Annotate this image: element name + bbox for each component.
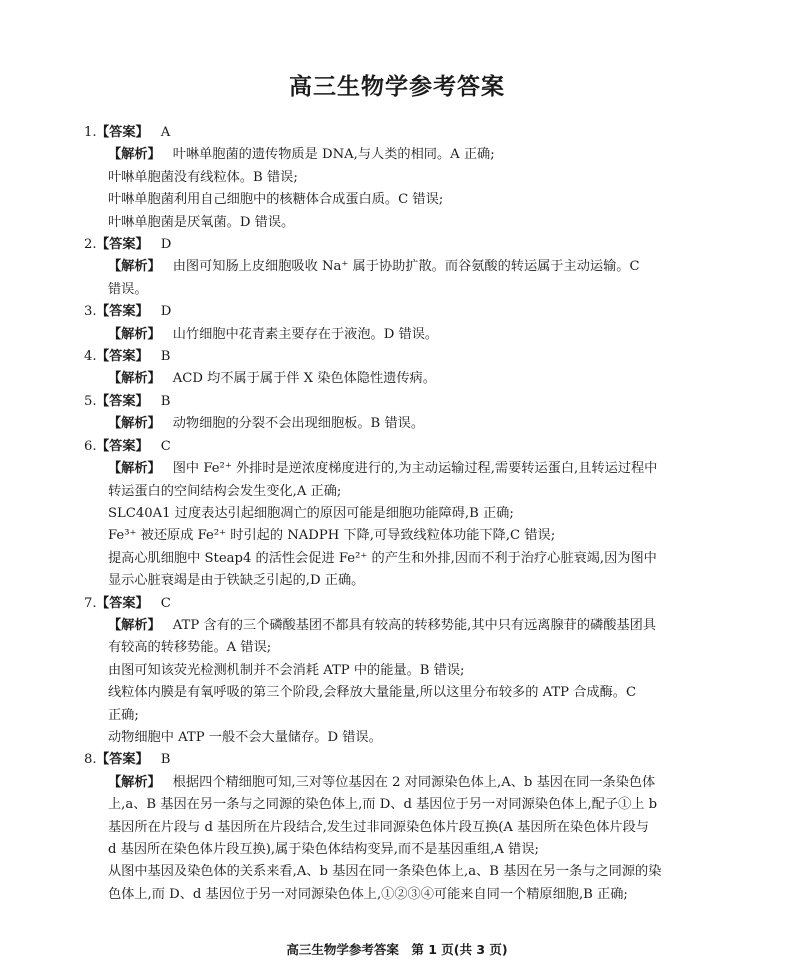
- analysis-line: [96, 615, 704, 637]
- analysis-text: 由图可知肠上皮细胞吸收 Na⁺ 属于协助扩散。而谷氨酸的转运属于主动运输。C: [172, 259, 640, 275]
- answer-label: 【答案】: [96, 125, 149, 140]
- analysis-line: [96, 212, 704, 234]
- analysis-line: [96, 503, 704, 525]
- analysis-text: 由图可知该荧光检测机制并不会消耗 ATP 中的能量。B 错误;: [108, 662, 465, 678]
- analysis-label: 【解析】: [108, 326, 161, 342]
- analysis-label: 【解析】: [108, 147, 161, 163]
- answer-line: [84, 122, 704, 144]
- analysis-line: [96, 772, 704, 794]
- answer-line: [84, 436, 704, 458]
- analysis-line: [96, 817, 704, 839]
- analysis-label: 【解析】: [108, 617, 161, 633]
- analysis-text: SLC40A1 过度表达引起细胞凋亡的原因可能是细胞功能障碍,B 正确;: [108, 505, 514, 521]
- answer-line: [84, 346, 704, 368]
- answer-label: 【答案】: [96, 393, 149, 409]
- analysis-line: [96, 548, 704, 570]
- analysis-text: 上,a、B 基因在另一条与之同源的染色体上,而 D、d 基因位于另一对同源染色体上,配子①上 b: [108, 797, 658, 813]
- analysis-line: [96, 144, 704, 166]
- answer-line: [84, 234, 704, 256]
- question-number: 1.: [84, 125, 97, 140]
- analysis-text: 基因所在片段与 d 基因所在片段结合,发生过非同源染色体片段互换(A 基因所在染色体片段与: [108, 819, 649, 835]
- analysis-text: 叶啉单胞菌利用自己细胞中的核糖体合成蛋白质。C 错误;: [108, 192, 444, 208]
- analysis-line: [96, 660, 704, 682]
- analysis-line: [96, 324, 704, 346]
- analysis-line: [96, 481, 704, 503]
- answer-choice: D: [160, 304, 172, 320]
- analysis-line: [96, 839, 704, 861]
- page-title: 高三生物学参考答案: [289, 74, 505, 100]
- question-number: 5.: [84, 393, 97, 409]
- analysis-text: 有较高的转移势能。A 错误;: [108, 640, 272, 656]
- analysis-text: ACD 均不属于属于伴 X 染色体隐性遗传病。: [172, 371, 436, 387]
- analysis-line: [96, 570, 704, 592]
- answer-choice: C: [160, 438, 171, 454]
- answer-label: 【答案】: [96, 595, 149, 611]
- analysis-text: 色体上,而 D、d 基因位于另一对同源染色体上,①②③④可能来自同一个精原细胞,B 正确;: [108, 886, 628, 902]
- answer-line: [84, 593, 704, 615]
- question-number: 8.: [84, 752, 97, 768]
- analysis-text: 动物细胞的分裂不会出现细胞板。B 错误。: [172, 416, 425, 432]
- answer-choice: B: [160, 393, 171, 409]
- analysis-line: [96, 167, 704, 189]
- analysis-text: 叶啉单胞菌没有线粒体。B 错误;: [108, 169, 298, 185]
- analysis-line: [96, 458, 704, 480]
- analysis-line: [96, 727, 704, 749]
- question-number: 2.: [84, 237, 97, 253]
- answer-choice: A: [160, 125, 171, 140]
- answer-choice: D: [160, 237, 172, 253]
- analysis-text: 动物细胞中 ATP 一般不会大量储存。D 错误。: [108, 729, 382, 745]
- answer-line: [84, 301, 704, 323]
- analysis-text: d 基因所在染色体片段互换),属于染色体结构变异,而不是基因重组,A 错误;: [108, 842, 539, 857]
- answer-label: 【答案】: [96, 438, 149, 454]
- answer-label: 【答案】: [96, 304, 149, 320]
- question-number: 6.: [84, 438, 97, 454]
- analysis-line: [96, 794, 704, 816]
- analysis-text: 根据四个精细胞可知,三对等位基因在 2 对同源染色体上,A、b 基因在同一条染色体: [172, 774, 656, 790]
- analysis-text: 图中 Fe²⁺ 外排时是逆浓度梯度进行的,为主动运输过程,需要转运蛋白,且转运过程中: [172, 461, 658, 477]
- analysis-line: [96, 256, 704, 278]
- analysis-text: 叶啉单胞菌的遗传物质是 DNA,与人类的相同。A 正确;: [172, 147, 495, 163]
- analysis-line: [96, 525, 704, 547]
- analysis-text: 错误。: [108, 281, 148, 297]
- analysis-text: 显示心脏衰竭是由于铁缺乏引起的,D 正确。: [108, 573, 365, 589]
- analysis-label: 【解析】: [108, 461, 161, 477]
- analysis-line: [96, 884, 704, 906]
- answer-label: 【答案】: [96, 349, 149, 365]
- answer-label: 【答案】: [96, 752, 149, 768]
- analysis-text: 正确;: [108, 707, 139, 723]
- analysis-line: [96, 637, 704, 659]
- analysis-line: [96, 368, 704, 390]
- question-number: 3.: [84, 304, 97, 320]
- analysis-text: ATP 含有的三个磷酸基团不都具有较高的转移势能,其中只有远离腺苷的磷酸基团具: [172, 617, 656, 633]
- analysis-line: [96, 705, 704, 727]
- answer-choice: C: [160, 595, 171, 611]
- analysis-text: 叶啉单胞菌是厌氧菌。D 错误。: [108, 214, 295, 230]
- answer-body: [84, 122, 704, 906]
- analysis-text: Fe³⁺ 被还原成 Fe²⁺ 时引起的 NADPH 下降,可导致线粒体功能下降,C 错误;: [108, 528, 556, 544]
- page-footer: 高三生物学参考答案 第 1 页(共 3 页): [286, 942, 508, 957]
- analysis-text: 从图中基因及染色体的关系来看,A、b 基因在同一条染色体上,a、B 基因在另一条与之同源的染: [108, 864, 662, 880]
- answer-label: 【答案】: [96, 237, 149, 253]
- answer-choice: B: [160, 349, 171, 365]
- analysis-label: 【解析】: [108, 259, 161, 275]
- answer-line: [84, 391, 704, 413]
- analysis-label: 【解析】: [108, 371, 161, 387]
- answer-line: [84, 749, 704, 771]
- question-number: 7.: [84, 595, 97, 611]
- analysis-text: 线粒体内膜是有氧呼吸的第三个阶段,会释放大量能量,所以这里分布较多的 ATP 合成酶。C: [108, 685, 637, 701]
- analysis-line: [96, 189, 704, 211]
- analysis-line: [96, 682, 704, 704]
- answer-choice: B: [160, 752, 171, 768]
- question-number: 4.: [84, 349, 97, 365]
- analysis-line: [96, 861, 704, 883]
- analysis-label: 【解析】: [108, 774, 161, 790]
- analysis-text: 转运蛋白的空间结构会发生变化,A 正确;: [108, 483, 342, 499]
- analysis-label: 【解析】: [108, 416, 161, 432]
- analysis-line: [96, 413, 704, 435]
- analysis-line: [96, 279, 704, 301]
- analysis-text: 提高心肌细胞中 Steap4 的活性会促进 Fe²⁺ 的产生和外排,因而不利于治疗心脏衰竭,因为图中: [108, 550, 657, 566]
- analysis-text: 山竹细胞中花青素主要存在于液泡。D 错误。: [172, 326, 439, 342]
